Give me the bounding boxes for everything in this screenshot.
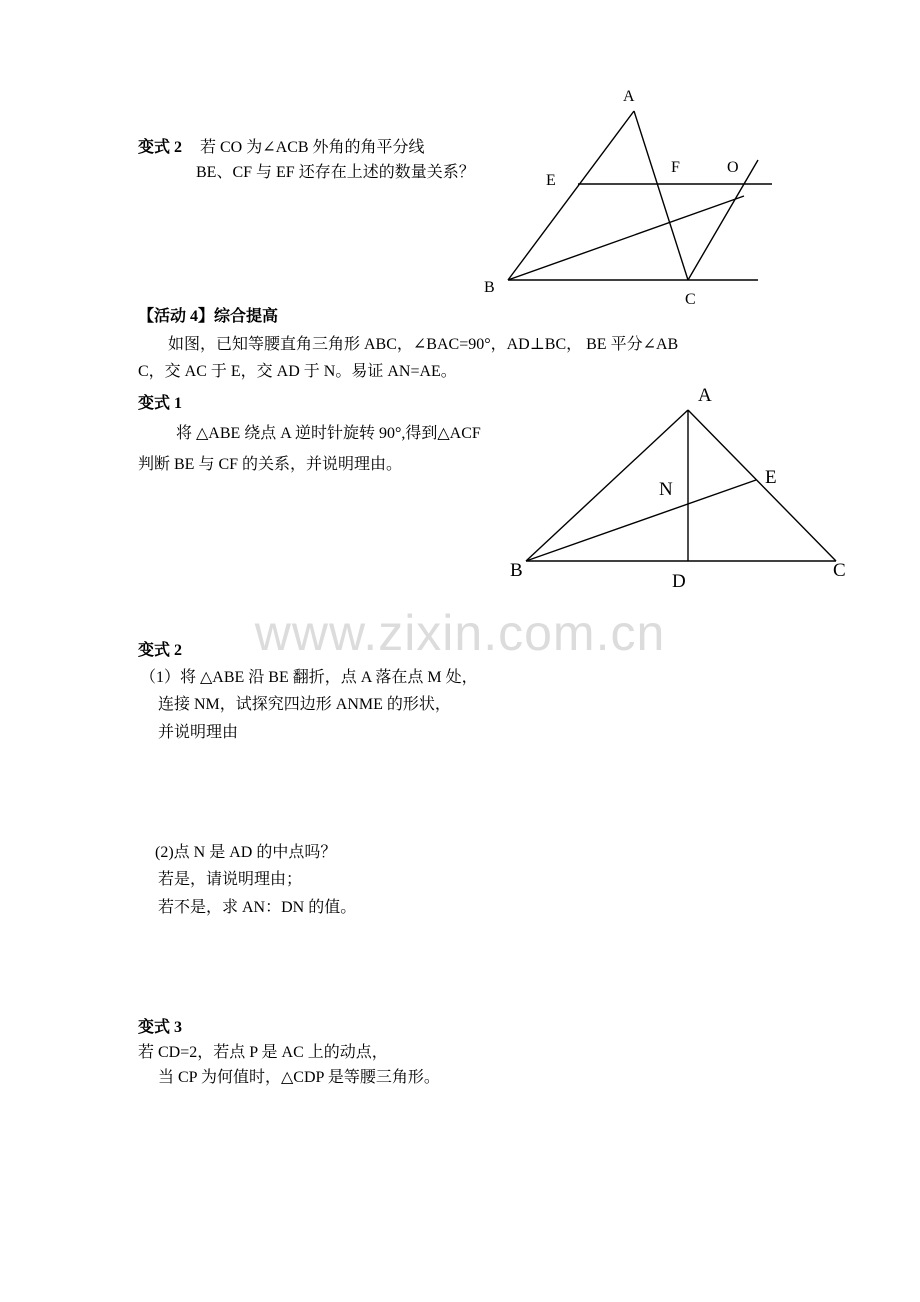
variation2a-line1: 若 CO 为∠ACB 外角的角平分线 bbox=[200, 139, 425, 156]
watermark-text: www.zixin.com.cn bbox=[254, 605, 666, 661]
label-A: A bbox=[623, 88, 635, 105]
label-D-2: D bbox=[672, 571, 686, 592]
segment-B-to-bisector bbox=[508, 196, 744, 280]
variation2-q1-line1: （1）将 △ABE 沿 BE 翻折，点 A 落在点 M 处， bbox=[140, 669, 478, 686]
label-B-2: B bbox=[510, 560, 523, 581]
variation3-line1: 若 CD=2，若点 P 是 AC 上的动点， bbox=[138, 1044, 388, 1061]
variation1-line1: 将 △ABE 绕点 A 逆时针旋转 90°,得到△ACF bbox=[176, 425, 481, 442]
label-E-2: E bbox=[765, 467, 777, 488]
segment-BE bbox=[526, 480, 756, 561]
segment-AB bbox=[508, 111, 634, 280]
variation3-title: 变式 3 bbox=[138, 1019, 183, 1036]
label-A-2: A bbox=[698, 385, 712, 406]
variation2-title: 变式 2 bbox=[138, 642, 183, 659]
line-CO bbox=[688, 160, 758, 280]
segment-AB-2 bbox=[526, 410, 688, 561]
label-C-2: C bbox=[833, 560, 846, 581]
activity4-title: 【活动 4】综合提高 bbox=[138, 308, 279, 325]
variation2-q2-line1: (2)点 N 是 AD 的中点吗？ bbox=[155, 844, 337, 861]
segment-AC-2 bbox=[688, 410, 836, 561]
activity4-line2: C，交 AC 于 E，交 AD 于 N。易证 AN=AE。 bbox=[138, 363, 457, 380]
variation2-q2-line2: 若是，请说明理由； bbox=[158, 871, 303, 888]
label-B: B bbox=[484, 279, 495, 296]
label-N-2: N bbox=[659, 479, 673, 500]
activity4-line1: 如图，已知等腰直角三角形 ABC，∠BAC=90°，AD⊥BC， BE 平分∠AB bbox=[168, 336, 679, 353]
label-C: C bbox=[685, 291, 696, 308]
variation2-q2-line3: 若不是，求 AN：DN 的值。 bbox=[158, 899, 357, 916]
label-F: F bbox=[671, 159, 680, 176]
variation2a-line2: BE、CF 与 EF 还存在上述的数量关系？ bbox=[196, 164, 475, 181]
label-O: O bbox=[727, 159, 739, 176]
variation2a-title: 变式 2 bbox=[138, 139, 183, 156]
variation2-q1-line3: 并说明理由 bbox=[158, 724, 239, 741]
variation2-q1-line2: 连接 NM，试探究四边形 ANME 的形状， bbox=[158, 696, 451, 713]
label-E: E bbox=[546, 172, 556, 189]
variation1-line2: 判断 BE 与 CF 的关系，并说明理由。 bbox=[138, 456, 403, 473]
variation3-line2: 当 CP 为何值时，△CDP 是等腰三角形。 bbox=[158, 1069, 440, 1086]
variation1-title: 变式 1 bbox=[138, 395, 183, 412]
segment-AC bbox=[634, 111, 688, 280]
